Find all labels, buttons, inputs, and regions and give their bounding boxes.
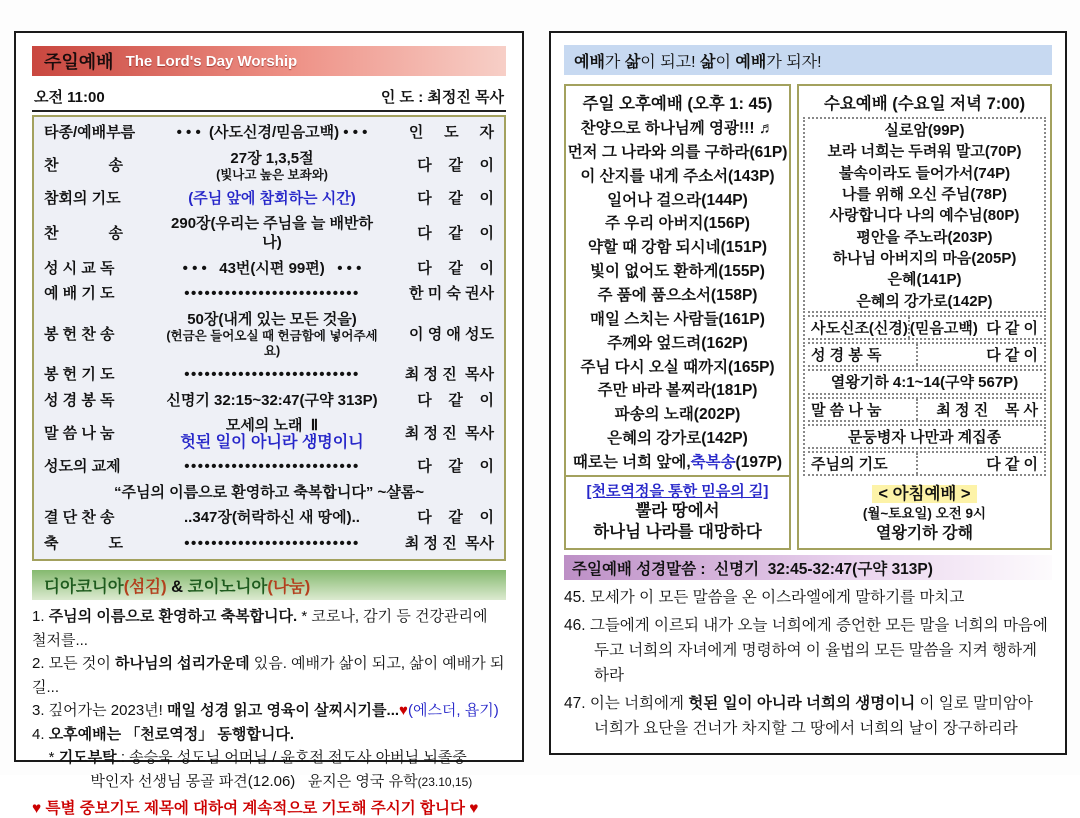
hymn-line: 보라 너희는 두려워 말고(70P) <box>827 143 1022 161</box>
text-segment: 3. 깊어가는 2023년! <box>32 702 167 719</box>
order-row <box>44 214 494 252</box>
text-segment: 오후예배는 「천로역정」 동행합니다. <box>48 725 295 743</box>
order-item-assignee: 다 같 이 <box>417 259 494 277</box>
text-segment: 디아코니아 <box>44 578 124 596</box>
order-row <box>44 259 494 278</box>
morning-worship-schedule: (월~토요일) 오전 9시 <box>862 506 987 521</box>
wednesday-order-row <box>803 451 1046 476</box>
banner-title-english: The Lord's Day Worship <box>125 52 298 70</box>
text-segment: 50장(내게 있는 모든 것을) <box>187 310 357 328</box>
hymn-line: 찬양으로 하나님께 영광!!! ♬ <box>580 119 775 137</box>
text-segment: 45. 모세가 이 모든 말씀을 온 이스라엘에게 말하기를 마치고 <box>564 589 965 606</box>
order-row <box>44 189 494 208</box>
order-item-label: 타종/예배부름 <box>44 124 136 142</box>
text-segment: ..347장(허락하신 새 땅에).. <box>184 509 360 527</box>
wednesday-row-assignee: (믿음고백) 다 같 이 <box>909 320 1038 338</box>
hymn-line: 은혜(141P) <box>887 271 962 289</box>
pilgrims-progress-line1: 뿔라 땅에서 <box>635 502 720 520</box>
verse-line <box>564 691 1052 741</box>
order-row <box>44 149 494 183</box>
text-segment: 헛된 일이 아니라 생명이니 <box>180 434 364 451</box>
text-segment: : 송승욱 성도님 어머님 / 윤호전 전도사 아버님 뇌졸중 <box>116 749 467 766</box>
hymn-line: 일어나 걸으라(144P) <box>607 191 748 209</box>
order-item-assignee: 최 정 진 목사 <box>404 534 494 552</box>
text-segment: 때로는 너희 앞에, <box>572 453 691 471</box>
text-segment: 모세의 노래 Ⅱ <box>225 417 319 434</box>
wednesday-service-title: 수요예배 (수요일 저녁 7:00) <box>823 95 1026 113</box>
order-full-text <box>44 483 494 502</box>
text-segment: •••••••••••••••••••••••••• <box>184 285 360 303</box>
order-item-label: 성 경 봉 독 <box>44 391 115 409</box>
order-item-label: 결 단 찬 송 <box>44 509 115 527</box>
pilgrims-progress-box <box>566 475 789 548</box>
hymn-line: 주께와 엎드려(162P) <box>607 334 748 352</box>
text-segment: (빛나고 높은 보좌와) <box>216 167 328 182</box>
text-segment: * <box>32 749 59 766</box>
morning-worship-title <box>799 480 1050 504</box>
afternoon-hymn-list <box>566 115 789 475</box>
text-segment: 예배 <box>574 53 605 71</box>
text-segment: 삶 <box>624 53 641 71</box>
order-item-label: 말 씀 나 눔 <box>44 425 115 442</box>
hymn-line: 사랑합니다 나의 예수님(80P) <box>829 207 1020 225</box>
text-segment: 2. 모든 것이 <box>32 655 115 672</box>
order-item-assignee: 인 도 자 <box>408 124 494 142</box>
verse-line <box>564 613 1052 688</box>
text-segment: (나눔) <box>267 578 311 596</box>
text-segment: (에스더, 욥기) <box>407 702 499 719</box>
text-segment: ♥ 특별 중보기도 제목에 대하여 계속적으로 기도해 주시기 합니다 ♥ <box>32 800 479 817</box>
pilgrims-progress-line2: 하나님 나라를 대망하다 <box>593 523 762 541</box>
text-segment: 4. <box>32 725 49 743</box>
order-item-assignee: 다 같 이 <box>417 458 494 476</box>
order-item-detail <box>162 259 382 278</box>
text-segment: 축복송 <box>690 453 736 471</box>
text-segment: 가 되자! <box>766 53 822 71</box>
scripture-verses <box>564 585 1052 741</box>
text-segment: (주님 앞에 참회하는 시간) <box>188 190 356 208</box>
wednesday-order-row <box>803 342 1046 367</box>
order-row <box>44 310 494 359</box>
morning-worship-topic: 열왕기하 강해 <box>875 525 974 542</box>
order-item-detail <box>162 508 382 527</box>
text-segment: 기도부탁 <box>58 749 117 766</box>
text-segment: 46. 그들에게 이르되 내가 오늘 너희에게 증언한 모든 말을 너희의 마음에 두고 너희의 자녀에게 명령하여 이 율법의 모든 말씀을 지켜 행하게 하라 <box>564 617 1053 684</box>
scripture-heading-strip: 주일예배 성경말씀 : 신명기 32:45-32:47(구약 313P) <box>564 555 1052 580</box>
wednesday-order-row <box>803 315 1046 340</box>
order-item-detail <box>162 284 382 303</box>
hymn-line: 약할 때 강함 되시네(151P) <box>587 239 768 257</box>
wednesday-order-row <box>803 397 1046 422</box>
order-row <box>44 416 494 451</box>
wednesday-row-label: 주님의 기도 <box>811 453 918 474</box>
diakonia-title <box>44 573 310 597</box>
text-segment: 신명기 32:15~32:47(구약 313P) <box>166 391 378 409</box>
special-prayer-note <box>32 796 506 818</box>
order-row <box>44 284 494 303</box>
order-item-label: 찬 송 <box>44 224 123 242</box>
text-segment: 예배 <box>735 53 767 71</box>
order-item-detail <box>162 214 382 252</box>
order-item-assignee: 다 같 이 <box>417 190 494 208</box>
afternoon-service-title: 주일 오후예배 (오후 1: 45) <box>582 95 773 113</box>
text-segment: 47. 이는 너희에게 <box>564 695 689 712</box>
order-item-label: 성 시 교 독 <box>44 259 115 277</box>
wednesday-service-column <box>797 84 1052 550</box>
text-segment: (197P) <box>735 453 783 471</box>
hymn-line: 먼저 그 나라와 의를 구하라(61P) <box>567 143 788 161</box>
service-leader: 인 도 : 최정진 목사 <box>380 89 504 106</box>
text-segment: 이 일로 말미암아 너희가 요단을 건너가 차지할 그 땅에서 너희의 날이 장구하리라 <box>594 695 1038 737</box>
text-segment: 27장 1,3,5절 <box>230 149 314 167</box>
announcement-line <box>32 723 506 747</box>
order-item-detail <box>162 123 382 142</box>
text-segment: (섬김) <box>123 578 167 596</box>
text-segment: * 코로나, 감기 등 건강관리에 철저를... <box>32 608 492 649</box>
verse-line <box>564 585 1052 610</box>
service-columns <box>564 84 1052 550</box>
wednesday-row-label: 사도신조(신경) <box>811 317 910 338</box>
order-row <box>44 483 494 502</box>
order-item-assignee: 이 영 애 성도 <box>409 325 494 343</box>
wednesday-row-full-text: 문둥병자 나만과 계집종 <box>847 428 1002 446</box>
text-segment: 헛된 일이 아니라 너희의 생명이니 <box>688 695 916 712</box>
text-segment: •••••••••••••••••••••••••• <box>184 458 360 476</box>
text-segment: •••••••••••••••••••••••••• <box>184 366 360 384</box>
text-segment: & <box>166 578 188 596</box>
order-row <box>44 391 494 410</box>
text-segment: (헌금은 들어오실 때 헌금함에 넣어주세요) <box>166 328 378 358</box>
order-item-label: 찬 송 <box>44 157 123 175</box>
text-segment: 코이노니아 <box>187 578 268 596</box>
order-item-assignee: 최 정 진 목사 <box>404 425 494 442</box>
hymn-line: 이 산지를 내게 주소서(143P) <box>580 167 775 185</box>
order-item-label: 성도의 교제 <box>44 458 121 476</box>
hymn-line: 나를 위해 오신 주님(78P) <box>841 186 1008 204</box>
hymn-line: 실로암(99P) <box>884 122 965 140</box>
hymn-line: 주 우리 아버지(156P) <box>604 215 750 233</box>
hymn-line: 주만 바라 볼찌라(181P) <box>597 382 758 400</box>
service-lead-row <box>32 82 506 112</box>
text-segment: • • • 43번(시편 99편) • • • <box>182 259 362 277</box>
afternoon-service-column <box>564 84 791 550</box>
text-segment: 하나님의 섭리가운데 <box>114 655 250 672</box>
hymn-line: 불속이라도 들어가서(74P) <box>838 164 1011 182</box>
order-item-detail <box>162 534 382 553</box>
hymn-line: 주님 다시 오실 때까지(165P) <box>580 358 775 376</box>
order-item-detail <box>162 365 382 384</box>
hymn-line: 파송의 노래(202P) <box>614 406 741 424</box>
text-segment: 이 되고! <box>640 53 701 71</box>
announcement-line <box>32 699 506 723</box>
hymn-line: 하나님 아버지의 마음(205P) <box>832 250 1017 268</box>
order-item-detail <box>162 416 382 451</box>
order-row <box>44 365 494 384</box>
motto-banner <box>564 45 1052 75</box>
left-page <box>14 31 524 817</box>
wednesday-order-rows <box>803 315 1046 476</box>
order-item-assignee: 다 같 이 <box>417 391 494 409</box>
text-segment: 가 <box>604 53 625 71</box>
order-row <box>44 123 494 142</box>
text-segment: 있음. 예배가 삶이 되고, 삶이 예배가 되길... <box>32 655 505 696</box>
order-item-label: 예 배 기 도 <box>44 285 115 303</box>
banner-title-korean: 주일예배 <box>44 52 114 72</box>
right-page <box>549 31 1067 755</box>
order-item-assignee: 최 정 진 목사 <box>404 366 494 384</box>
morning-worship-box <box>799 478 1050 548</box>
text-segment: 박인자 선생님 몽골 파견(12.06) 윤지은 영국 유학 <box>32 772 418 790</box>
announcement-line <box>32 770 506 795</box>
order-item-label: 봉 헌 찬 송 <box>44 325 115 343</box>
hymn-line: 평안을 주노라(203P) <box>856 228 993 246</box>
hymn-line: 빛이 없어도 환하게(155P) <box>590 263 765 281</box>
hymn-line <box>566 450 789 472</box>
text-segment: 이 <box>715 53 736 71</box>
text-segment: 삶 <box>700 53 716 71</box>
wednesday-row-label: 성 경 봉 독 <box>811 344 918 365</box>
wednesday-row-assignee: 다 같 이 <box>986 455 1038 473</box>
diakonia-banner <box>32 570 506 600</box>
text-segment: ♥ <box>399 702 408 719</box>
order-item-assignee: 다 같 이 <box>417 224 494 242</box>
order-item-assignee: 다 같 이 <box>417 157 494 175</box>
service-time: 오전 11:00 <box>34 89 105 106</box>
worship-order-table <box>32 115 506 561</box>
order-item-detail <box>162 457 382 476</box>
hymn-line: 은혜의 강가로(142P) <box>856 292 993 310</box>
order-row <box>44 534 494 553</box>
order-row <box>44 508 494 527</box>
text-segment: • • • (사도신경/믿음고백) • • • <box>176 124 368 142</box>
text-segment: “주님의 이름으로 환영하고 축복합니다” ~샬롬~ <box>113 483 424 501</box>
wednesday-order-row <box>803 424 1046 449</box>
wednesday-row-label: 말 씀 나 눔 <box>811 399 918 420</box>
wednesday-row-assignee: 최 정 진 목 사 <box>936 401 1038 419</box>
announcement-line <box>32 605 506 652</box>
text-segment: •••••••••••••••••••••••••• <box>184 534 360 552</box>
announcement-list <box>32 605 506 794</box>
hymn-line: 은혜의 강가로(142P) <box>607 430 748 448</box>
text-segment: 매일 성경 읽고 영육이 살찌시기를... <box>167 702 400 719</box>
wednesday-hymn-list <box>803 117 1046 313</box>
order-item-assignee: 한 미 숙 권사 <box>409 285 494 303</box>
pilgrims-progress-title: [천로역정을 통한 믿음의 길] <box>586 483 769 500</box>
morning-worship-title-highlight: < 아침예배 > <box>872 485 976 503</box>
order-item-detail <box>162 310 382 359</box>
text-segment: 290장(우리는 주님을 늘 배반하나) <box>171 215 373 252</box>
order-row <box>44 457 494 476</box>
wednesday-row-assignee: 다 같 이 <box>986 347 1038 365</box>
order-item-detail <box>162 391 382 410</box>
order-item-label: 참회의 기도 <box>44 190 121 208</box>
wednesday-order-row <box>803 369 1046 394</box>
order-item-detail <box>162 189 382 208</box>
announcement-line <box>32 746 506 770</box>
order-item-label: 봉 헌 기 도 <box>44 366 115 384</box>
order-item-assignee: 다 같 이 <box>417 509 494 527</box>
announcement-line <box>32 652 506 699</box>
text-segment: 1. <box>32 608 49 625</box>
wednesday-row-full-text: 열왕기하 4:1~14(구약 567P) <box>830 374 1019 392</box>
hymn-line: 주 품에 품으소서(158P) <box>597 286 758 304</box>
order-item-detail <box>162 149 382 183</box>
hymn-line: 매일 스치는 사람들(161P) <box>590 310 765 328</box>
text-segment: 주님의 이름으로 환영하고 축복합니다. <box>48 608 298 625</box>
text-segment: (23.10,15) <box>417 774 473 789</box>
sunday-worship-banner <box>32 46 506 76</box>
order-item-label: 축 도 <box>44 534 123 552</box>
